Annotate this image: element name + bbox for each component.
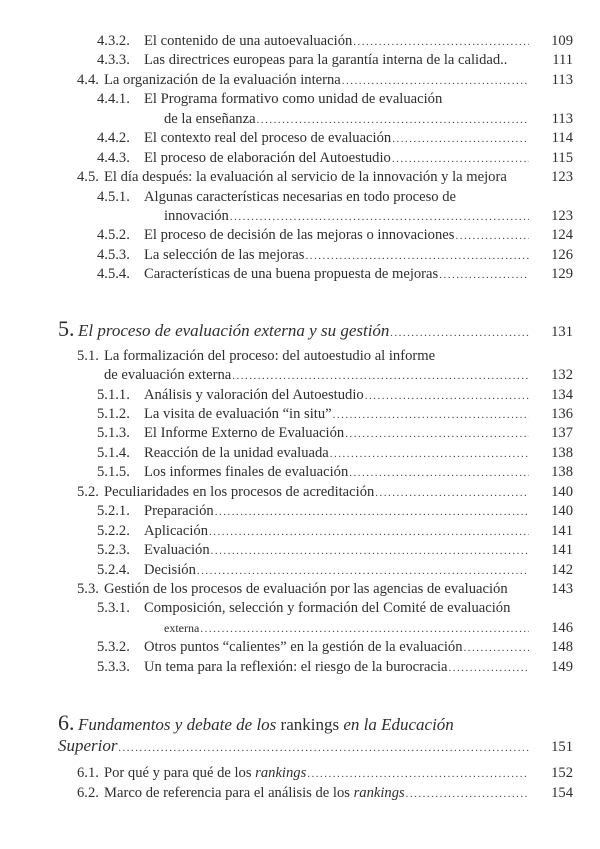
dot-leader — [439, 266, 529, 285]
entry-number: 4.5.2. — [97, 227, 130, 244]
toc-entry[interactable] — [0, 483, 600, 502]
entry-title-part: Por qué y para qué de los — [104, 765, 256, 782]
entry-title: La organización de la evaluación interna — [104, 71, 341, 88]
toc-entry[interactable] — [0, 405, 600, 424]
entry-number: 4.5.1. — [97, 188, 130, 205]
page-number: 132 — [551, 367, 573, 384]
entry-number: 5.1. — [77, 347, 99, 364]
toc-entry[interactable] — [0, 71, 600, 90]
entry-title: El contexto real del proceso de evaluación — [144, 130, 392, 147]
page-number: 141 — [551, 542, 573, 559]
entry-title: Evaluación — [144, 542, 210, 559]
page-number: 113 — [551, 110, 573, 127]
entry-title: Preparación — [144, 503, 214, 520]
dot-leader — [209, 523, 529, 542]
page-number: 124 — [551, 227, 573, 244]
entry-title: Análisis y valoración del Autoestudio — [144, 386, 364, 403]
dot-leader — [333, 406, 529, 425]
toc-entry[interactable] — [0, 424, 600, 443]
entry-title: Reacción de la unidad evaluada — [144, 444, 329, 461]
entry-number: 5.2.4. — [97, 561, 130, 578]
entry-title: Aplicación — [144, 522, 209, 539]
entry-number: 5.1.2. — [97, 406, 130, 422]
dot-leader — [365, 387, 529, 406]
page-number: 138 — [551, 444, 573, 461]
toc-entry[interactable] — [0, 246, 600, 265]
entry-number: 4.5.3. — [97, 246, 130, 263]
dot-leader — [230, 208, 529, 227]
chapter-title-part: rankings — [280, 715, 340, 735]
toc-entry-continuation[interactable] — [0, 366, 600, 385]
entry-number: 4.4.1. — [97, 91, 130, 108]
toc-entry[interactable] — [0, 784, 600, 803]
toc-entry[interactable] — [0, 347, 600, 366]
toc-entry[interactable] — [0, 90, 600, 109]
chapter-title: El proceso de evaluación externa y su gestión — [78, 320, 390, 340]
dot-leader — [375, 484, 529, 503]
entry-title: Peculiaridades en los procesos de acreditación — [104, 483, 375, 500]
entry-number: 4.4. — [77, 71, 99, 88]
page-number: 131 — [551, 323, 573, 340]
entry-title: Composición, selección y formación del Comité de evaluación — [144, 600, 511, 617]
page-number: 113 — [551, 71, 573, 88]
dot-leader — [305, 247, 529, 266]
toc-entry[interactable] — [0, 188, 600, 207]
page-number: 109 — [551, 33, 573, 49]
entry-number: 4.3.3. — [97, 52, 130, 69]
dot-leader — [330, 445, 529, 464]
toc-entry[interactable] — [0, 522, 600, 541]
toc-entry[interactable] — [0, 129, 600, 148]
entry-number: 6.1. — [77, 765, 99, 782]
entry-number: 4.3.2. — [97, 33, 130, 49]
dot-leader — [390, 322, 529, 345]
table-of-contents — [0, 32, 600, 803]
entry-title: La selección de las mejoras — [144, 246, 305, 263]
chapter-number: 6. — [58, 710, 75, 736]
entry-number: 5.2. — [77, 483, 99, 500]
dot-leader — [464, 639, 529, 658]
dot-leader — [345, 425, 529, 444]
entry-title: El contenido de una autoevaluación — [144, 33, 353, 49]
entry-title: El proceso de decisión de las mejoras o innovaciones — [144, 227, 455, 244]
entry-number: 4.4.2. — [97, 130, 130, 147]
entry-title-part: Marco de referencia para el análisis de los — [104, 784, 354, 801]
entry-title: El día después: la evaluación al servicio de la innovación y la mejora — [104, 169, 507, 186]
entry-title: Un tema para la reflexión: el riesgo de la burocracia — [144, 658, 448, 675]
entry-number: 5.2.3. — [97, 542, 130, 559]
entry-number: 4.4.3. — [97, 149, 130, 166]
page-number: 114 — [551, 130, 573, 147]
toc-entry[interactable] — [0, 51, 600, 70]
entry-title — [104, 784, 405, 803]
entry-number: 5.1.3. — [97, 425, 130, 442]
entry-title: Los informes finales de evaluación — [144, 464, 349, 481]
dot-leader — [448, 659, 529, 678]
toc-entry[interactable] — [0, 149, 600, 168]
page-number: 140 — [551, 503, 573, 520]
dot-leader — [349, 464, 529, 483]
entry-number: 4.5.4. — [97, 266, 130, 283]
toc-entry[interactable] — [0, 265, 600, 284]
toc-entry-continuation[interactable] — [0, 207, 600, 226]
page-number: 123 — [551, 207, 573, 224]
entry-title: El proceso de elaboración del Autoestudio — [144, 149, 391, 166]
toc-entry[interactable] — [0, 599, 600, 618]
page-number: 143 — [551, 580, 573, 597]
toc-entry[interactable] — [0, 561, 600, 580]
entry-title-cont: externa — [164, 620, 200, 635]
dot-leader — [211, 542, 529, 561]
entry-title: Algunas características necesarias en todo proceso de — [144, 188, 457, 205]
page-number: 146 — [551, 619, 573, 636]
entry-number: 5.1.1. — [97, 386, 130, 403]
entry-title-cont: innovación — [164, 207, 229, 224]
entry-title: El Informe Externo de Evaluación — [144, 425, 345, 442]
dot-leader — [257, 111, 529, 130]
toc-entry[interactable] — [0, 444, 600, 463]
page-number: 137 — [551, 425, 573, 442]
toc-entry[interactable] — [0, 541, 600, 560]
entry-number: 5.3.2. — [97, 639, 130, 656]
page-number: 111 — [552, 52, 573, 69]
dot-leader — [353, 33, 529, 52]
page-number: 142 — [551, 561, 573, 578]
entry-title: Decisión — [144, 561, 196, 578]
toc-entry[interactable] — [0, 168, 600, 187]
page-number: 123 — [551, 169, 573, 186]
toc-entry[interactable] — [0, 658, 600, 677]
toc-entry[interactable] — [0, 638, 600, 657]
entry-title-cont: de la enseñanza — [164, 110, 256, 127]
toc-entry-continuation[interactable] — [0, 110, 600, 129]
page-number: 149 — [551, 658, 573, 675]
entry-number: 5.1.5. — [97, 464, 130, 481]
entry-number: 5.3.1. — [97, 600, 130, 617]
page-number: 148 — [551, 639, 573, 656]
dot-leader — [406, 785, 529, 804]
page-number: 151 — [551, 739, 573, 756]
dot-leader — [455, 227, 529, 246]
page-number: 129 — [551, 266, 573, 283]
toc-entry[interactable] — [0, 32, 600, 51]
entry-number: 5.3. — [77, 580, 99, 597]
dot-leader — [119, 737, 530, 760]
entry-title: El Programa formativo como unidad de evaluación — [144, 91, 443, 108]
chapter-title — [78, 713, 454, 736]
entry-title: Otros puntos “calientes” en la gestión de la evaluación — [144, 639, 463, 656]
entry-title: La visita de evaluación “in situ” — [144, 406, 332, 422]
toc-entry[interactable] — [0, 502, 600, 521]
entry-title: Las directrices europeas para la garantía interna de la calidad.. — [144, 52, 508, 69]
chapter-heading[interactable] — [0, 317, 600, 340]
dot-leader — [215, 503, 529, 522]
dot-leader — [392, 130, 529, 149]
entry-number: 5.1.4. — [97, 444, 130, 461]
dot-leader — [342, 72, 529, 91]
toc-entry[interactable] — [0, 226, 600, 245]
chapter-number: 5. — [58, 315, 75, 341]
page-number: 136 — [551, 406, 573, 422]
page-number: 152 — [551, 765, 573, 782]
dot-leader — [232, 367, 529, 386]
dot-leader — [200, 620, 529, 639]
chapter-heading-continuation[interactable] — [0, 734, 600, 757]
toc-entry[interactable] — [0, 463, 600, 482]
entry-number: 5.2.1. — [97, 503, 130, 520]
entry-title — [104, 764, 306, 783]
page-number: 140 — [551, 483, 573, 500]
chapter-title-part: en la Educación — [339, 715, 454, 735]
page-number: 138 — [551, 464, 573, 481]
entry-number: 6.2. — [77, 784, 99, 801]
entry-number: 5.2.2. — [97, 522, 130, 539]
chapter-title-cont: Superior — [58, 736, 118, 756]
page-number: 154 — [551, 784, 573, 801]
dot-leader — [307, 765, 529, 784]
entry-title: Características de una buena propuesta de mejoras — [144, 266, 439, 283]
entry-title-part: rankings — [255, 765, 307, 782]
page-number: 134 — [551, 386, 573, 403]
entry-title-cont: de evaluación externa — [104, 367, 232, 384]
chapter-title-part: Fundamentos y debate de los — [78, 715, 281, 735]
dot-leader — [197, 562, 529, 581]
page-number: 126 — [551, 246, 573, 263]
toc-entry[interactable] — [0, 764, 600, 783]
entry-number: 5.3.3. — [97, 658, 130, 675]
entry-title: La formalización del proceso: del autoestudio al informe — [104, 347, 436, 364]
entry-number: 4.5. — [77, 169, 99, 186]
toc-entry[interactable] — [0, 386, 600, 405]
chapter-heading[interactable] — [0, 711, 600, 734]
entry-title-part: rankings — [353, 784, 405, 801]
toc-entry[interactable] — [0, 580, 600, 599]
toc-entry-continuation[interactable] — [0, 619, 600, 638]
page-number: 141 — [551, 522, 573, 539]
page-number: 115 — [551, 149, 573, 166]
dot-leader — [392, 150, 529, 169]
entry-title: Gestión de los procesos de evaluación por las agencias de evaluación — [104, 580, 508, 597]
